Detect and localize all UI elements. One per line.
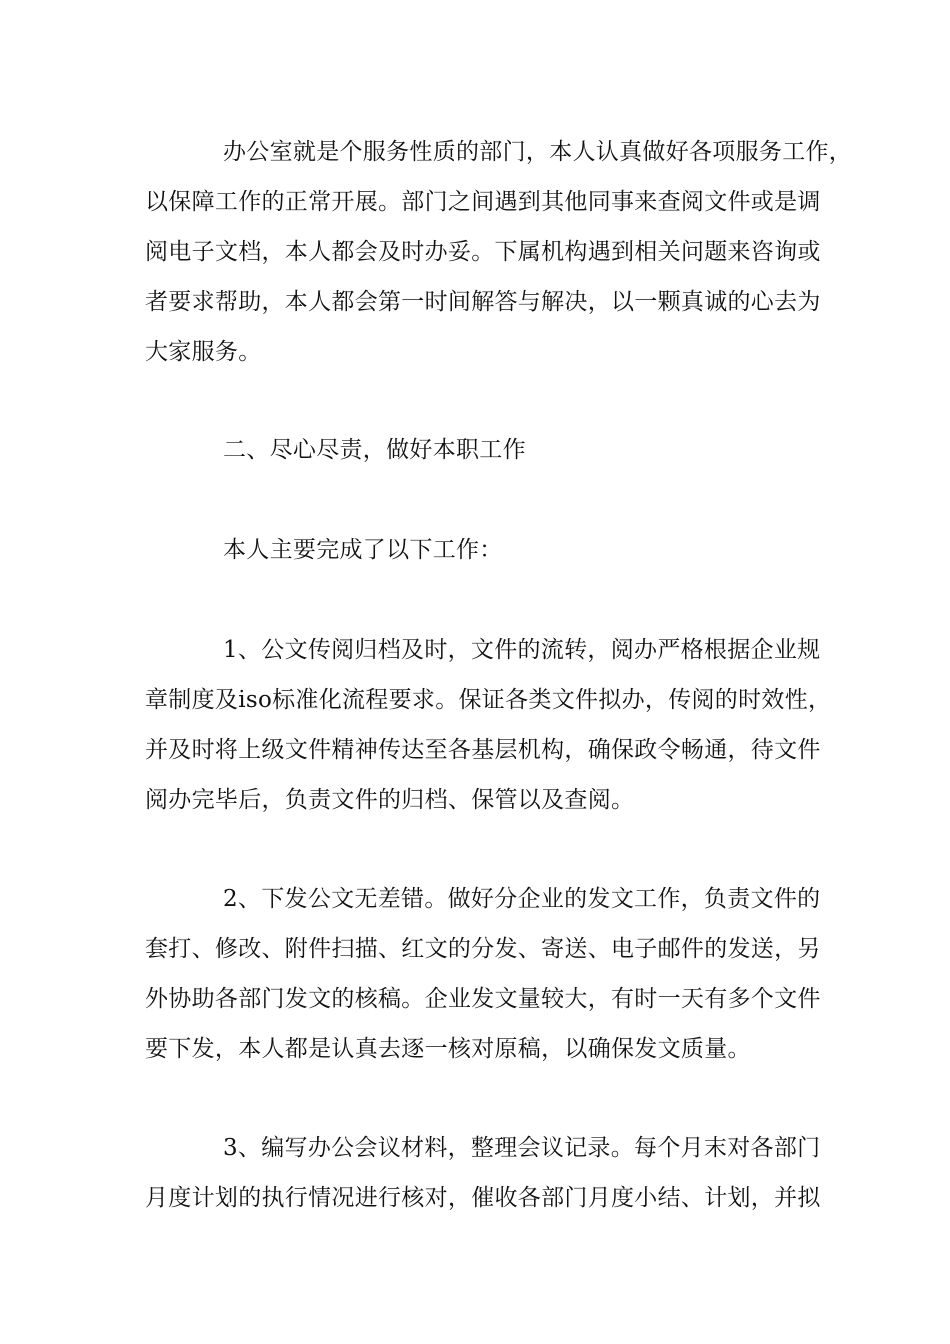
text-line: 套打、修改、附件扫描、红文的分发、寄送、电子邮件的发送，另: [145, 936, 821, 962]
text-line: 者要求帮助，本人都会第一时间解答与解决，以一颗真诚的心去为: [145, 289, 821, 315]
text-line: 1、公文传阅归档及时，文件的流转，阅办严格根据企业规: [223, 637, 821, 663]
paragraph-service: [145, 127, 853, 377]
text-line: 本人主要完成了以下工作：: [223, 537, 503, 563]
text-line: 阅电子文档，本人都会及时办妥。下属机构遇到相关问题来咨询或: [145, 239, 821, 265]
text-line: 章制度及iso标准化流程要求。保证各类文件拟办，传阅的时效性，: [145, 687, 832, 713]
text-line: 大家服务。: [145, 339, 262, 365]
paragraph-item-2: [145, 874, 825, 1074]
paragraph-intro: [145, 525, 825, 575]
text-line: 并及时将上级文件精神传达至各基层机构，确保政令畅通，待文件: [145, 737, 821, 763]
text-line: 2、下发公文无差错。做好分企业的发文工作，负责文件的: [223, 886, 821, 912]
paragraph-item-1: [145, 625, 832, 825]
text-line: 以保障工作的正常开展。部门之间遇到其他同事来查阅文件或是调: [145, 189, 821, 215]
section-heading: [145, 425, 825, 475]
text-line: 月度计划的执行情况进行核对，催收各部门月度小结、计划，并拟: [145, 1185, 821, 1211]
text-line: 3、编写办公会议材料，整理会议记录。每个月末对各部门: [223, 1135, 821, 1161]
text-line: 要下发，本人都是认真去逐一核对原稿，以确保发文质量。: [145, 1036, 751, 1062]
heading-text: 二、尽心尽责，做好本职工作: [223, 437, 526, 463]
text-line: 阅办完毕后，负责文件的归档、保管以及查阅。: [145, 787, 635, 813]
text-line: 办公室就是个服务性质的部门，本人认真做好各项服务工作，: [223, 139, 853, 165]
paragraph-item-3: [145, 1123, 825, 1223]
text-line: 外协助各部门发文的核稿。企业发文量较大，有时一天有多个文件: [145, 986, 821, 1012]
